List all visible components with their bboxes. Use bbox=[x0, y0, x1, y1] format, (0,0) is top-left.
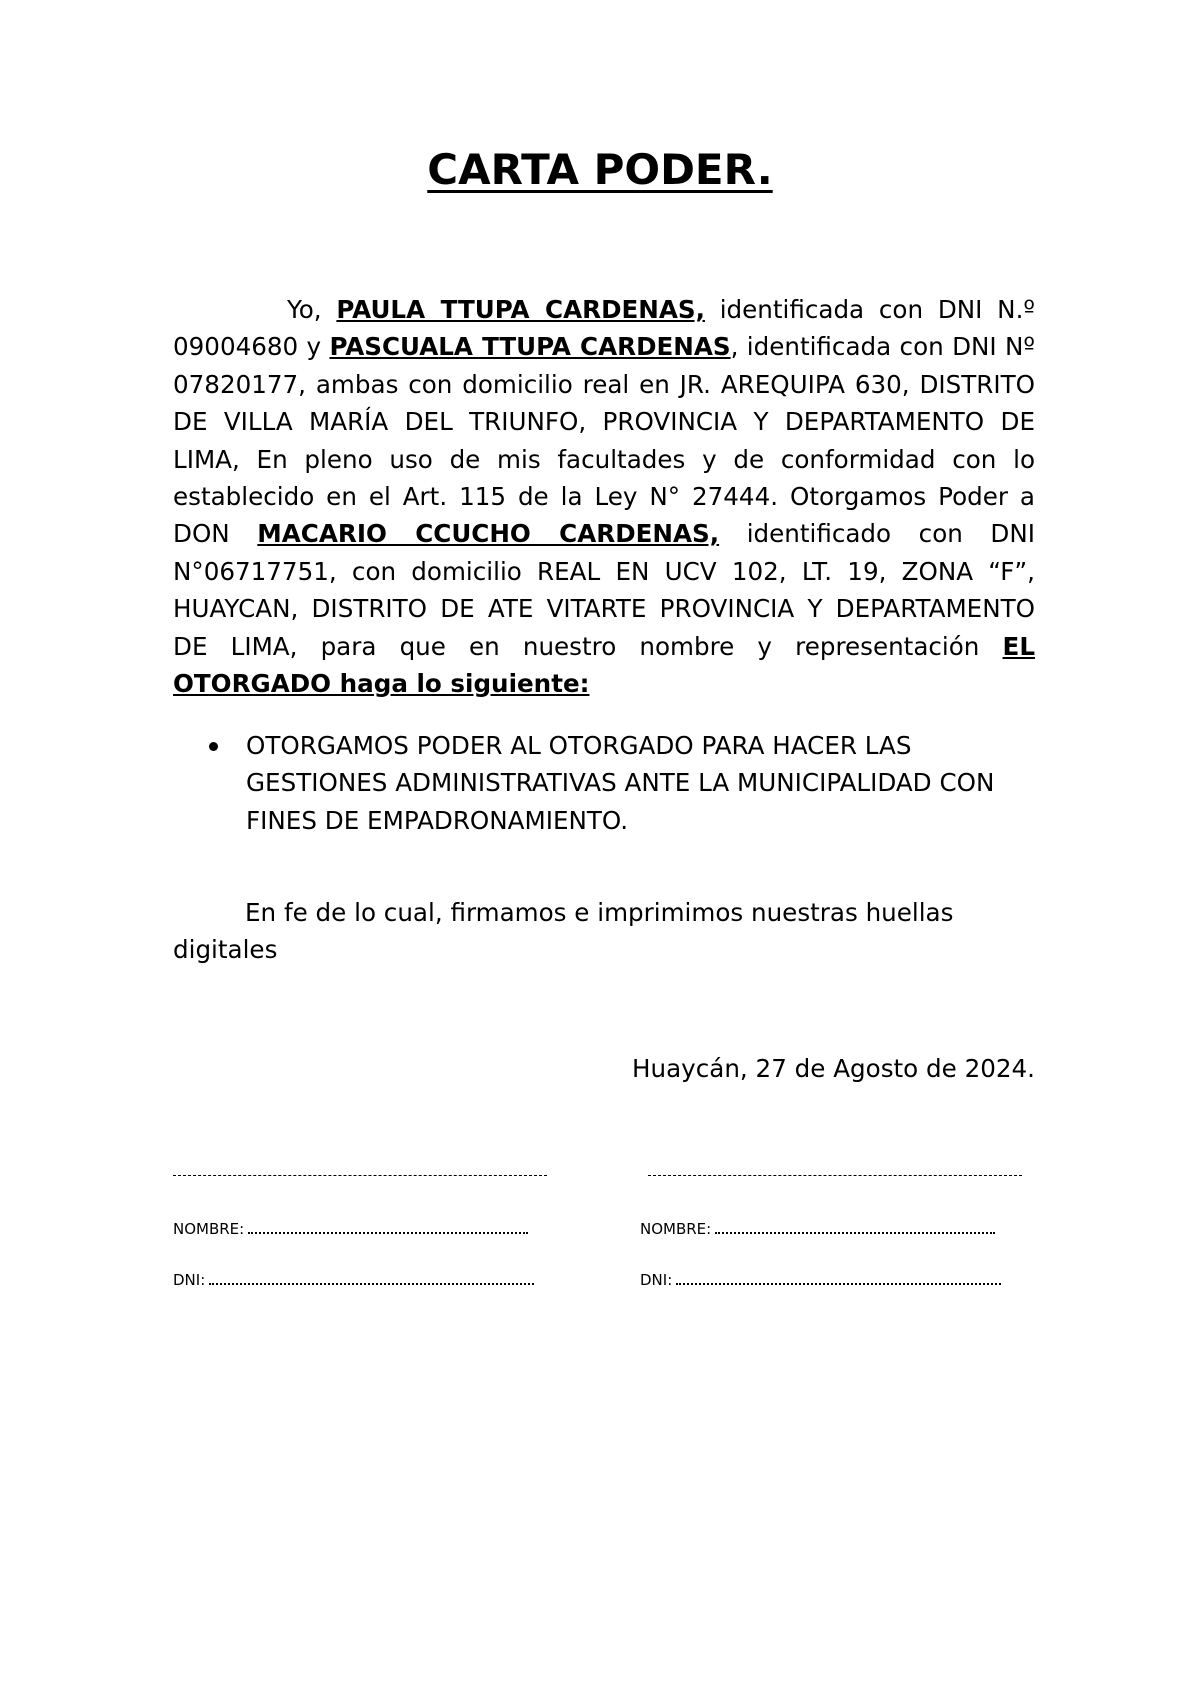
body-text-3: , identificada con DNI Nº 07820177, ambas con domicilio real en JR. AREQUIPA 630, DISTRITO DE VILLA MARÍA DEL TRIUNFO, PROVINCIA Y DEPARTAMENTO DE LIMA, En pleno uso de mis facultades y de conformidad con lo establecido en el Art. 115 de la Ley N° 27444. Otorgamos Poder a DON bbox=[173, 332, 1035, 549]
name-dotted-line bbox=[248, 1231, 528, 1234]
dni-dotted-line bbox=[209, 1282, 534, 1285]
grantor-name-2: PASCUALA TTUPA CARDENAS bbox=[329, 332, 731, 362]
list-item-text: OTORGAMOS PODER AL OTORGADO PARA HACER LAS GESTIONES ADMINISTRATIVAS ANTE LA MUNICIPALIDAD CON FINES DE EMPADRONAMIENTO. bbox=[246, 731, 995, 835]
bullet-icon bbox=[209, 742, 218, 751]
body-text-1: Yo, bbox=[287, 295, 337, 324]
bullet-list bbox=[173, 727, 1035, 839]
place-date: Huaycán, 27 de Agosto de 2024. bbox=[632, 1054, 1035, 1083]
name-dotted-line bbox=[715, 1231, 995, 1234]
closing-paragraph: En fe de lo cual, firmamos e imprimimos nuestras huellas digitales bbox=[173, 898, 954, 965]
name-label: NOMBRE: bbox=[640, 1220, 712, 1238]
signature-block-1 bbox=[173, 1175, 553, 1295]
dni-label: DNI: bbox=[173, 1271, 206, 1289]
body-text-2: identificada con DNI N.º 09004680 y bbox=[173, 295, 1035, 362]
dni-field bbox=[173, 1271, 534, 1289]
name-field bbox=[173, 1220, 528, 1238]
name-label: NOMBRE: bbox=[173, 1220, 245, 1238]
emphasis-text: EL OTORGADO haga lo siguiente: bbox=[173, 631, 1035, 699]
dni-dotted-line bbox=[676, 1282, 1001, 1285]
signature-block-2 bbox=[640, 1175, 1020, 1295]
list-item bbox=[173, 727, 1035, 839]
name-field bbox=[640, 1220, 995, 1238]
grantee-name: MACARIO CCUCHO CARDENAS, bbox=[257, 519, 720, 549]
body-text-4: identificado con DNI N°06717751, con domicilio REAL EN UCV 102, LT. 19, ZONA “F”, HUAYCAN, DISTRITO DE ATE VITARTE PROVINCIA Y DEPARTAMENTO DE LIMA, para que en nuestro nombre y representación bbox=[173, 519, 1036, 661]
dni-field bbox=[640, 1271, 1001, 1289]
grantor-name-1: PAULA TTUPA CARDENAS, bbox=[336, 295, 705, 324]
signature-line bbox=[173, 1175, 547, 1176]
body-paragraph bbox=[173, 291, 1035, 702]
document-title: CARTA PODER. bbox=[427, 145, 773, 194]
signature-line bbox=[648, 1175, 1022, 1176]
dni-label: DNI: bbox=[640, 1271, 673, 1289]
